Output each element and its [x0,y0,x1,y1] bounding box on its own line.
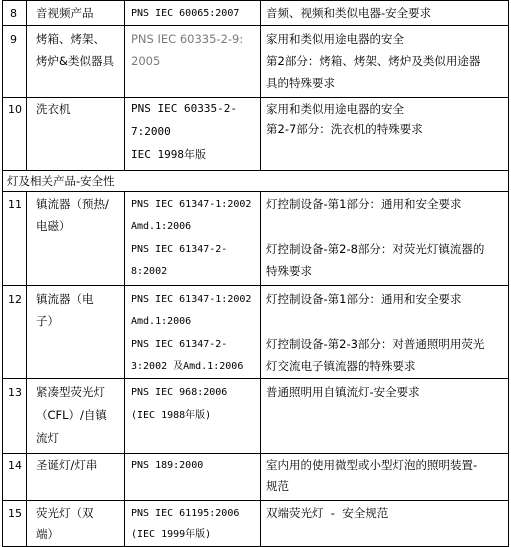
requirement-text: 灯控制设备-第2-8部分：对荧光灯镇流器的 [266,242,485,256]
standard-code: PNS IEC 60065:2007 [131,8,240,19]
product-name: （CFL）/自镇 [36,408,107,422]
column-divider [260,0,261,170]
standard-code: PNS IEC 968:2006 [131,387,228,398]
row-number: 13 [8,386,22,399]
row-number: 14 [8,459,22,472]
requirement-text: 第2部分：烤箱、烤架、烤炉及类似用途器 [266,54,481,68]
row-divider [2,97,509,98]
standard-code: (IEC 1988年版) [131,410,212,421]
product-name: 荧光灯（双 [36,506,94,520]
requirement-text: 灯控制设备-第1部分：通用和安全要求 [266,197,462,211]
standard-code: Amd.1:2006 [131,316,192,327]
product-name: 烤炉&类似器具 [36,54,114,68]
product-name: 镇流器（预热/ [36,197,109,211]
product-name: 端） [36,527,59,541]
standard-code: 3:2002 及Amd.1:2006 [131,361,244,372]
requirement-text: 灯交流电子镇流器的特殊要求 [266,359,416,373]
row-number: 12 [8,293,22,306]
standard-code: 8:2002 [131,266,168,277]
standard-code: Amd.1:2006 [131,221,192,232]
row-number: 15 [8,507,22,520]
standard-code: PNS IEC 61347-1:2002 [131,199,252,210]
requirement-text: 普通照明用自镇流灯-安全要求 [266,385,420,399]
standard-code: PNS IEC 61195:2006 [131,508,240,519]
row-number: 10 [8,103,22,116]
row-divider [2,191,509,192]
row-divider [2,378,509,379]
row-number: 11 [8,198,22,211]
standard-code: IEC 1998年版 [131,148,206,161]
product-name: 流灯 [36,431,59,445]
requirement-text: 灯控制设备-第2-3部分：对普通照明用荧光 [266,337,485,351]
product-name: 紧凑型荧光灯 [36,385,105,399]
row-divider [2,500,509,501]
requirement-text: 第2-7部分：洗衣机的特殊要求 [266,122,423,136]
row-divider [2,285,509,286]
product-name: 音视频产品 [36,6,94,20]
standard-code: PNS IEC 61347-2- [131,339,228,350]
requirement-text: 家用和类似用途电器的安全 [266,102,404,116]
product-name: 子） [36,314,59,328]
requirement-text: 双端荧光灯 - 安全规范 [266,506,389,520]
requirement-text: 家用和类似用途电器的安全 [266,32,404,46]
row-divider [2,0,509,1]
table-border-right [508,0,509,547]
product-name: 圣诞灯/灯串 [36,458,98,472]
product-name: 烤箱、烤架、 [36,32,105,46]
standard-code: PNS IEC 60335-2-9: [131,32,244,46]
requirement-text: 音频、视频和类似电器-安全要求 [266,6,432,20]
section-heading: 灯及相关产品-安全性 [7,174,115,188]
row-number: 9 [10,33,17,46]
column-divider [124,0,125,170]
row-divider [2,170,509,171]
standard-code: PNS IEC 61347-2- [131,244,228,255]
requirement-text: 具的特殊要求 [266,76,335,90]
row-divider [2,453,509,454]
standard-code: 2005 [131,54,161,68]
product-name: 镇流器（电 [36,292,94,306]
row-divider [2,25,509,26]
column-divider [124,191,125,547]
standard-code: PNS IEC 60335-2- [131,102,237,115]
column-divider [26,0,27,170]
table-border-left [2,0,3,547]
requirement-text: 灯控制设备-第1部分：通用和安全要求 [266,292,462,306]
column-divider [260,191,261,547]
standard-code: 7:2000 [131,125,171,138]
standard-code: PNS IEC 61347-1:2002 [131,294,252,305]
standard-code: PNS 189:2000 [131,460,204,471]
product-name: 洗衣机 [36,102,71,116]
requirement-text: 室内用的使用微型或小型灯泡的照明装置- [266,458,478,472]
requirement-text: 特殊要求 [266,264,312,278]
standard-code: (IEC 1999年版) [131,529,212,540]
column-divider [26,191,27,547]
product-name: 电磁） [36,219,71,233]
requirement-text: 规范 [266,479,289,493]
row-number: 8 [10,7,17,20]
